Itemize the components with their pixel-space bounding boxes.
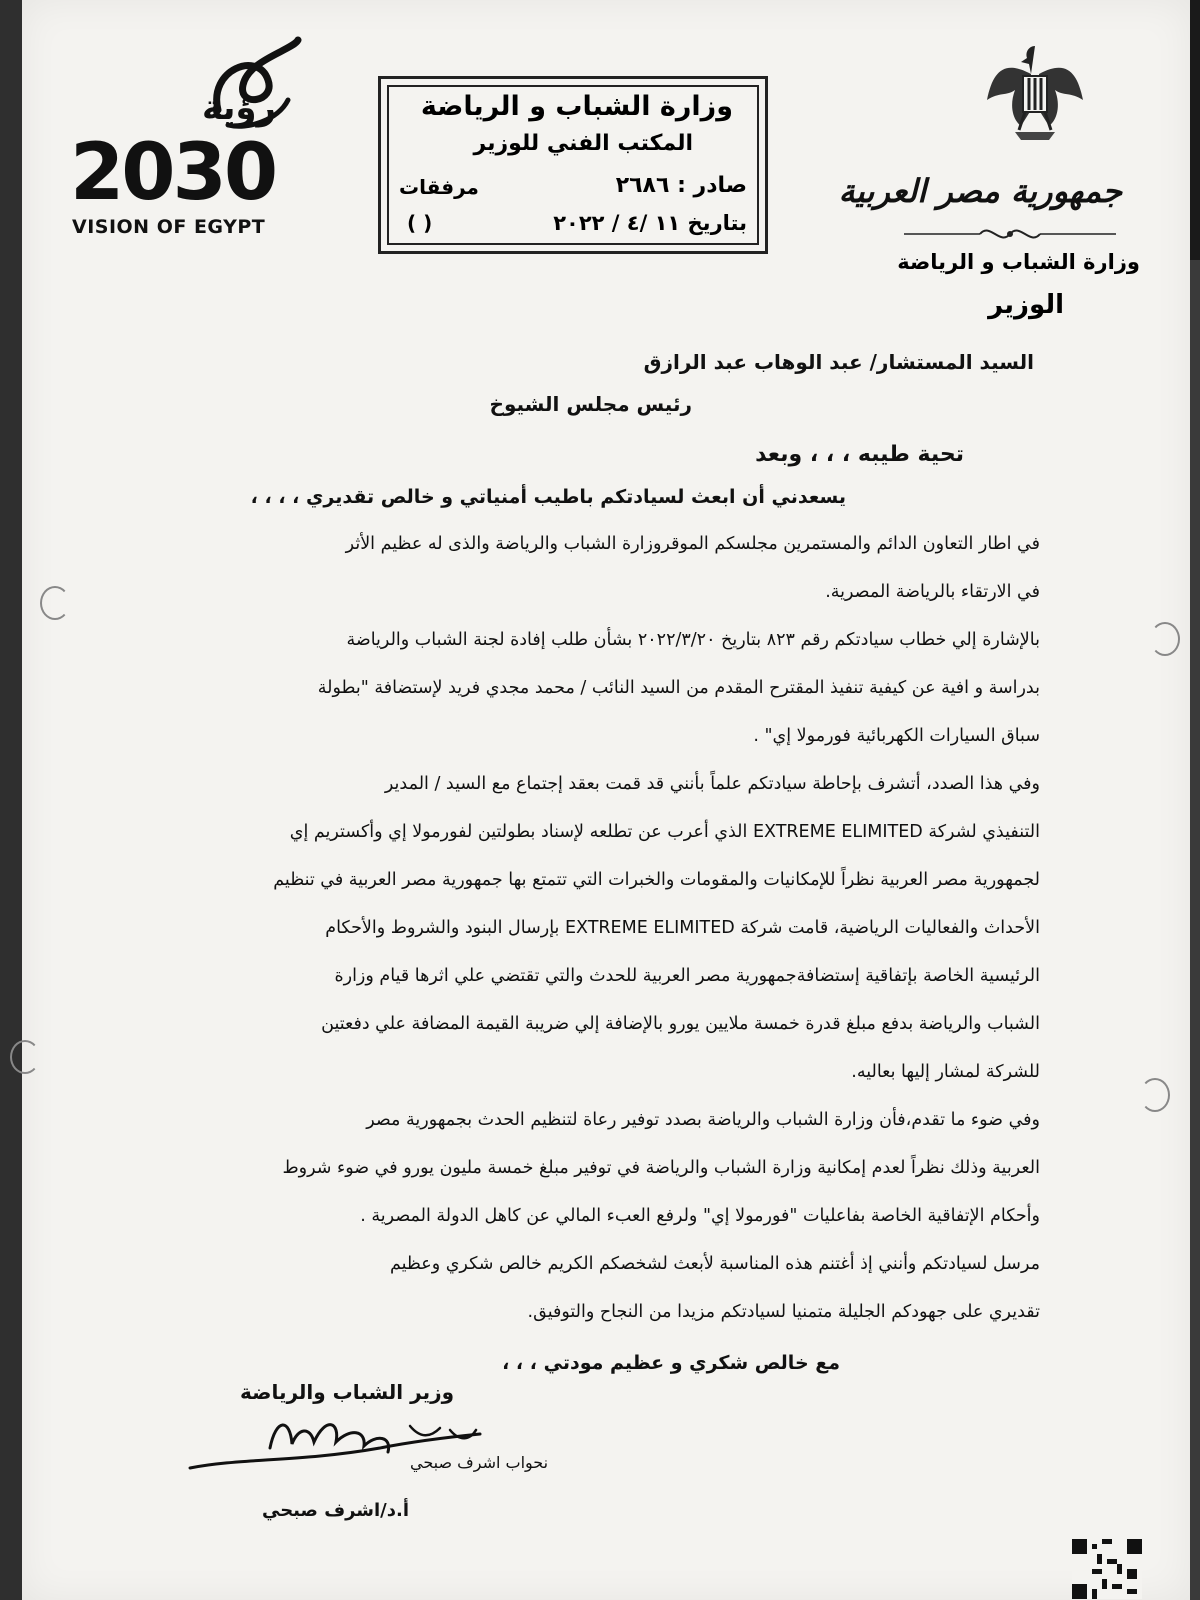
- body-line: العربية وذلك نظراً لعدم إمكانية وزارة الشباب والرياضة في توفير مبلغ خمسة مليون يورو في ضوء شروط: [282, 1158, 1040, 1178]
- vision-2030-logo: [70, 30, 280, 238]
- closing-line: مع خالص شكري و عظيم مودتي ، ، ،: [502, 1352, 840, 1374]
- stamp-ministry: وزارة الشباب و الرياضة: [420, 91, 733, 122]
- punch-hole: [1150, 622, 1180, 656]
- body-line: الرئيسية الخاصة بإتفاقية إستضافةجمهورية مصر العربية للحدث والتي تقتضي علي اثرها قيام وزارة: [334, 966, 1040, 986]
- body-line: مرسل لسيادتكم وأنني إذ أغتنم هذه المناسبة لأبعث لشخصكم الكريم خالص شكري وعظيم: [389, 1254, 1040, 1274]
- recipient-title: رئيس مجلس الشيوخ: [489, 392, 692, 416]
- stamp-attachments-label: مرفقات: [399, 175, 479, 199]
- body-line: التنفيذي لشركة EXTREME ELIMITED الذي أعرب عن تطلعه لإسناد بطولتين لفورمولا إي وأكستريم إي: [289, 822, 1040, 842]
- body-line: تقديري على جهودكم الجليلة متمنيا لسيادتكم مزيدا من النجاح والتوفيق.: [527, 1302, 1040, 1322]
- signatory-title: وزير الشباب والرياضة: [240, 1380, 455, 1404]
- punch-hole: [1140, 1078, 1170, 1112]
- punch-hole: [40, 586, 70, 620]
- page-shadow-right: [1190, 0, 1200, 260]
- eagle-emblem-icon: [985, 40, 1085, 150]
- body-line: وفي ضوء ما تقدم،فأن وزارة الشباب والرياضة بصدد توفير رعاة لتنظيم الحدث بجمهورية مصر: [366, 1110, 1040, 1130]
- minister-title: الوزير: [988, 290, 1064, 320]
- body-line: وفي هذا الصدد، أتشرف بإحاطة سيادتكم علماً بأنني قد قمت بعقد إجتماع مع السيد / المدير: [384, 774, 1040, 794]
- body-line: في الارتقاء بالرياضة المصرية.: [825, 582, 1040, 602]
- vision-year-text: 2030: [70, 128, 276, 218]
- handwritten-signature-icon: [180, 1408, 549, 1488]
- signatory-name: أ.د/اشرف صبحي: [262, 1500, 409, 1521]
- body-line: الشباب والرياضة بدفع مبلغ قدرة خمسة ملايين يورو بالإضافة إلي ضريبة القيمة المضافة علي دفعتين: [321, 1014, 1040, 1034]
- body-line: في اطار التعاون الدائم والمستمرين مجلسكم الموقروزارة الشباب والرياضة والذى له عظيم الأثر: [345, 534, 1040, 554]
- greeting: تحية طيبه ، ، ، وبعد: [755, 442, 964, 467]
- body-line: سباق السيارات الكهربائية فورمولا إي" .: [753, 726, 1040, 746]
- body-line: لجمهورية مصر العربية نظراً للإمكانيات والمقومات والخبرات التي تتمتع بها جمهورية مصر العربية في تنظيم: [273, 870, 1040, 890]
- body-line: بالإشارة إلي خطاب سيادتكم رقم ٨٢٣ بتاريخ ٢٠٢٢/٣/٢٠ بشأن طلب إفادة لجنة الشباب والرياضة: [346, 630, 1040, 650]
- country-name: جمهورية مصر العربية: [838, 172, 1122, 210]
- vision-subtitle: VISION OF EGYPT: [72, 216, 266, 238]
- body-line: وأحكام الإتفاقية الخاصة بفاعليات "فورمولا إي" ولرفع العبء المالي عن كاهل الدولة المصرية .: [360, 1206, 1040, 1226]
- page-shadow-left: [0, 0, 22, 1600]
- punch-hole: [10, 1040, 40, 1074]
- office-stamp: [378, 76, 768, 254]
- ornament-divider-icon: [900, 222, 1120, 246]
- body-line: بدراسة و افية عن كيفية تنفيذ المقترح المقدم من السيد النائب / محمد مجدي فريد لإستضافة "بطولة: [317, 678, 1040, 698]
- qr-code-icon: [1072, 1538, 1142, 1600]
- opening-line: يسعدني أن ابعث لسيادتكم باطيب أمنياتي و خالص تقديري ، ، ، ،: [250, 486, 846, 508]
- stamp-office: المكتب الفني للوزير: [473, 131, 693, 156]
- recipient-name: السيد المستشار/ عبد الوهاب عبد الرازق: [643, 350, 1034, 374]
- ministry-name: وزارة الشباب و الرياضة: [897, 250, 1140, 274]
- stamp-attachments-value: ( ): [407, 211, 433, 235]
- stamp-outgoing-number: صادر : ٢٦٨٦: [615, 173, 747, 198]
- vision-ruya-text: رؤية: [202, 88, 277, 128]
- stamp-date: بتاريخ ١١ /٤ / ٢٠٢٢: [553, 211, 747, 235]
- body-line: الأحداث والفعاليات الرياضية، قامت شركة EXTREME ELIMITED بإرسال البنود والشروط والأحكام: [325, 918, 1040, 938]
- signature-handwritten-text: نحواب اشرف صبحي: [410, 1453, 549, 1472]
- body-line: للشركة لمشار إليها بعاليه.: [851, 1062, 1040, 1082]
